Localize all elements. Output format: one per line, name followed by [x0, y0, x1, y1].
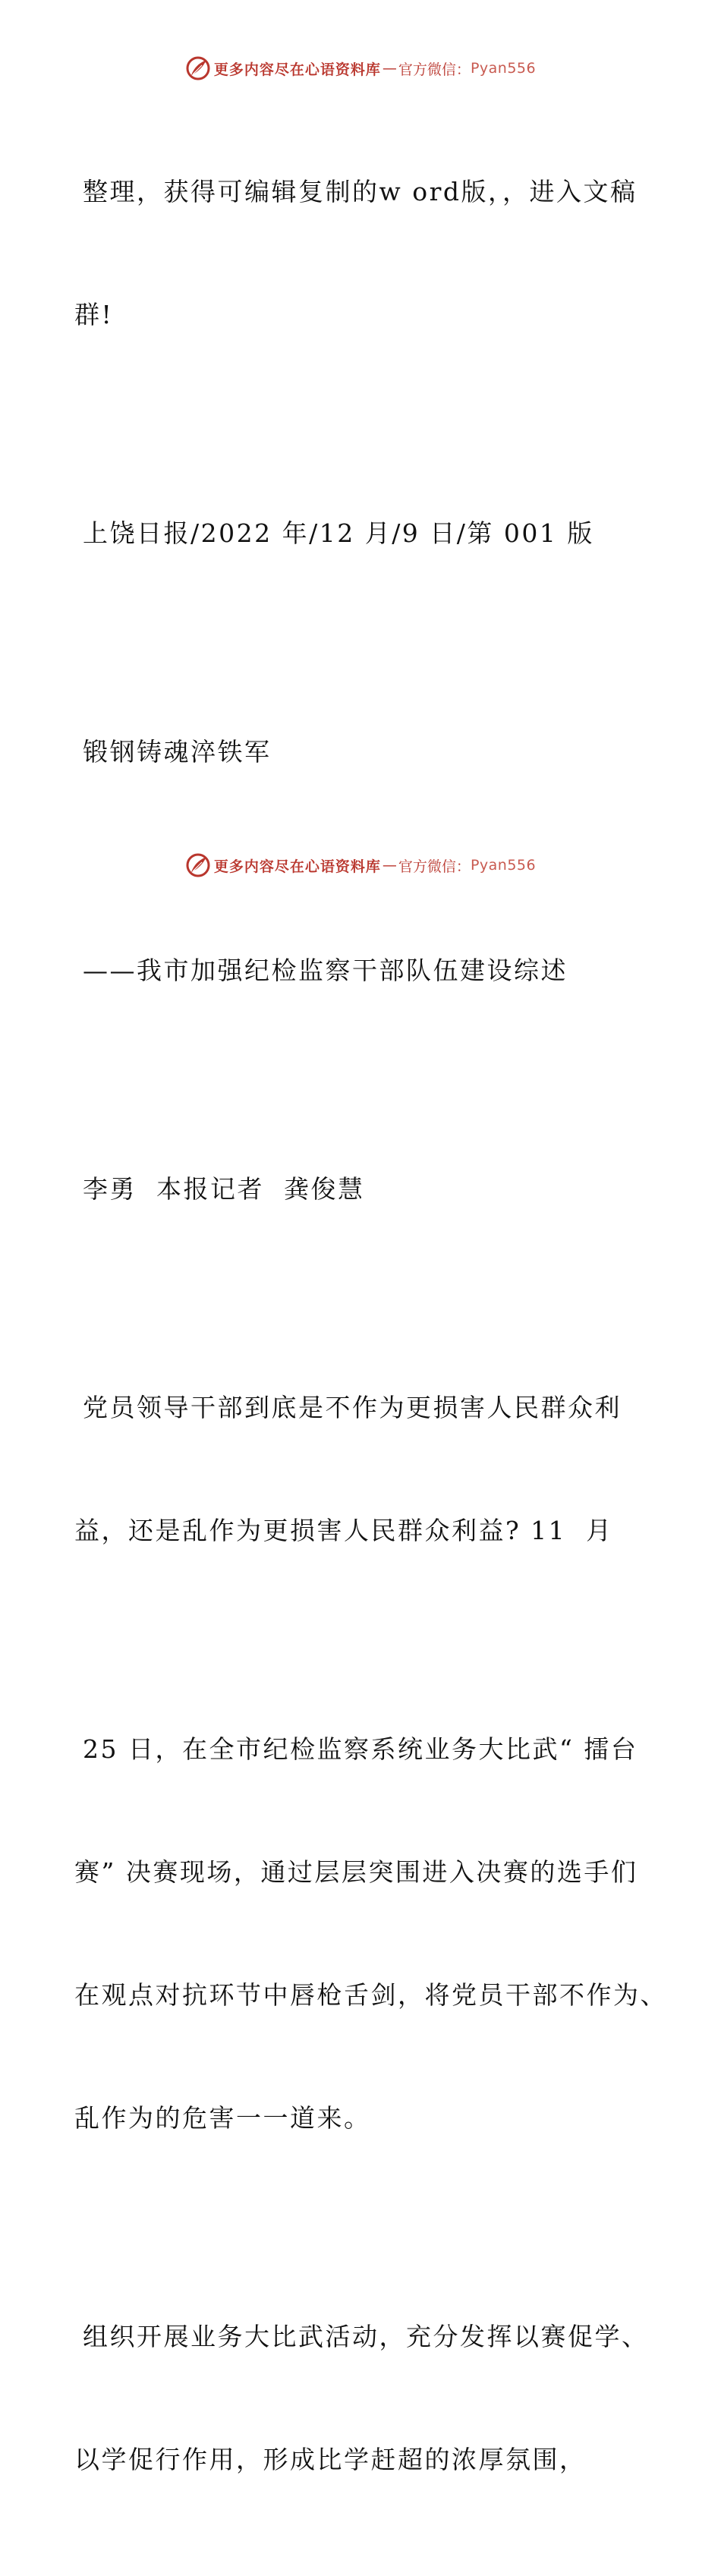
- watermark-dash: —: [382, 857, 397, 874]
- text-line: 整理，获得可编辑复制的w ord版，，进入文稿: [83, 177, 638, 206]
- text-line: 党员领导干部到底是不作为更损害人民群众利: [83, 1393, 622, 1422]
- text-line: 25 日，在全市纪检监察系统业务大比武“ 擂台: [83, 1734, 638, 1764]
- text-line: 群!: [74, 300, 114, 329]
- watermark-footer: [0, 850, 721, 880]
- body-paragraph: [74, 1305, 636, 1633]
- document-body: [74, 90, 667, 2576]
- feather-pen-logo-icon: [185, 852, 211, 878]
- source-line: [74, 431, 636, 636]
- watermark-dash: —: [382, 60, 397, 77]
- feather-pen-logo-icon: [185, 55, 211, 81]
- text-line: 上饶日报/2022 年/12 月/9 日/第 001 版: [83, 518, 594, 548]
- article-subtitle: [74, 868, 636, 1073]
- intro-paragraph: [74, 90, 636, 417]
- text-line: 赛” 决赛现场，通过层层突围进入决赛的选手们: [74, 1857, 638, 1887]
- watermark-wechat-id: Pyan556: [470, 60, 537, 77]
- body-paragraph: [74, 1647, 667, 2221]
- watermark-main-text: 更多内容尽在心语资料库: [213, 61, 381, 78]
- text-line: 乱作为的危害一一道来。: [74, 2103, 371, 2133]
- watermark-wechat-label: 官方微信：: [398, 858, 471, 875]
- article-title: [74, 650, 636, 855]
- text-line: 锻钢铸魂淬铁军: [83, 737, 272, 767]
- article-byline: [74, 1087, 636, 1292]
- watermark-wechat-id: Pyan556: [470, 857, 537, 874]
- text-line: 李勇 本报记者 龚俊慧: [83, 1174, 365, 1204]
- watermark-header: [0, 53, 721, 83]
- watermark-wechat-label: 官方微信：: [398, 61, 471, 78]
- text-line: ——我市加强纪检监察干部队伍建设综述: [83, 956, 568, 985]
- watermark-main-text: 更多内容尽在心语资料库: [213, 858, 381, 875]
- text-line: 组织开展业务大比武活动，充分发挥以赛促学、: [83, 2322, 649, 2351]
- text-line: 益，还是乱作为更损害人民群众利益? 11 月: [74, 1516, 613, 1545]
- text-line: 以学促行作用，形成比学赶超的浓厚氛围，: [74, 2445, 587, 2474]
- text-line: 在观点对抗环节中唇枪舌剑，将党员干部不作为、: [74, 1980, 667, 2010]
- body-paragraph: [74, 2234, 649, 2562]
